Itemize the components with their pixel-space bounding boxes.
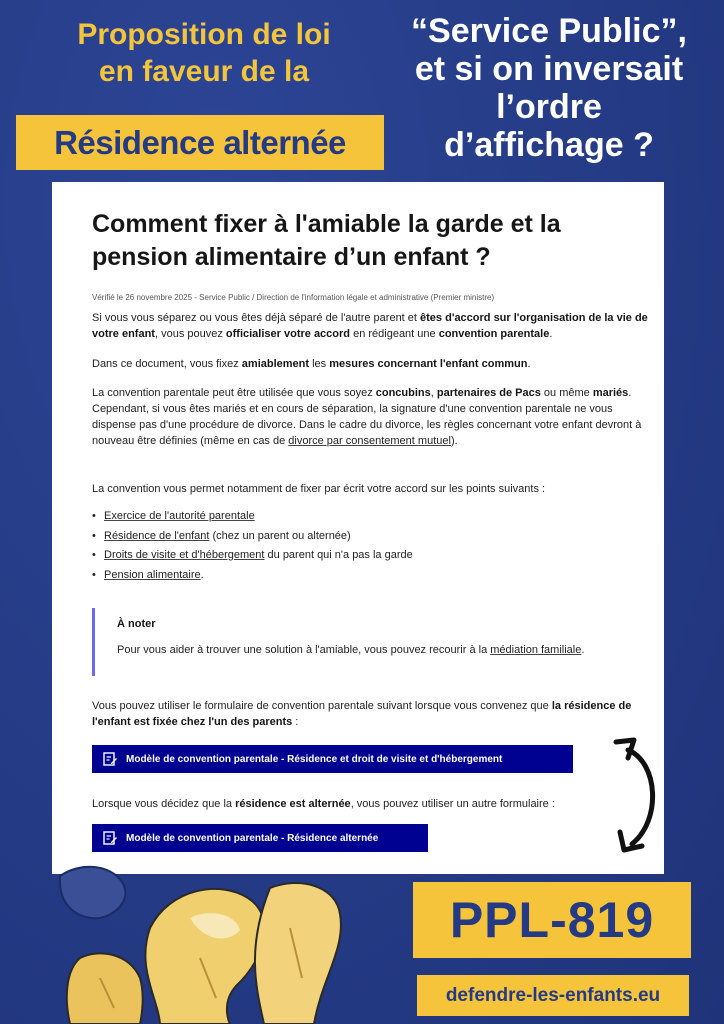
question-line-4: d’affichage ? (444, 126, 654, 164)
kicker-line-2: en faveur de la (98, 55, 310, 88)
question-line-3: l’ordre (496, 88, 602, 126)
list-item: • Pension alimentaire. (92, 566, 632, 586)
item-link[interactable]: Exercice de l'autorité parentale (104, 510, 255, 522)
download-form-residence-button[interactable] (92, 745, 573, 773)
list-item: • Résidence de l'enfant (chez un parent ou alternée) (92, 527, 632, 547)
mediation-link[interactable]: médiation familiale (490, 644, 582, 656)
download-button-label: Modèle de convention parentale - Résidence et droit de visite et d'hébergement (126, 753, 503, 765)
list-item (92, 507, 632, 527)
note-callout (92, 608, 643, 676)
note-text: Pour vous aider à trouver une solution à l'amiable, vous pouvez recourir à la médiation familiale. (117, 644, 585, 656)
ppl-badge: PPL-819 (413, 882, 691, 958)
item-link[interactable]: Droits de visite et d'hébergement (104, 549, 265, 561)
article-meta: Vérifié le 26 novembre 2025 - Service Public / Direction de l'information légale et administrative (Premier ministre) (92, 293, 495, 302)
points-list (92, 507, 632, 585)
highlight-label: Résidence alternée (16, 115, 384, 170)
divorce-link[interactable]: divorce par consentement mutuel (288, 435, 451, 447)
list-item: • Droits de visite et d'hébergement du parent qui n'a pas la garde (92, 546, 632, 566)
website-label: defendre-les-enfants.eu (417, 975, 689, 1016)
paragraph-form-2: Lorsque vous décidez que la résidence est alternée, vous pouvez utiliser un autre formulaire : (92, 798, 555, 810)
article-card (52, 182, 664, 874)
kicker-line-1: Proposition de loi (77, 18, 331, 51)
question-line-2: et si on inversait (414, 50, 684, 88)
item-link[interactable]: Pension alimentaire (104, 568, 201, 581)
poster-kicker (24, 16, 384, 90)
article-title: Comment fixer à l'amiable la garde et la pension alimentaire d’un enfant ? (92, 210, 561, 271)
raised-hands-illustration (40, 858, 370, 1024)
download-button-label: Modèle de convention parentale - Résidence alternée (126, 832, 379, 844)
poster-question (384, 12, 714, 164)
paragraph-amiable: Dans ce document, vous fixez amiablement les mesures concernant l'enfant commun. (92, 358, 531, 370)
paragraph-usage: La convention parentale peut être utilisée que vous soyez concubins, partenaires de Pacs ou même mariés. Cependant, si vous êtes mariés et en cours de séparation, la signature d'une convention parentale ne vous dispense pas d'une procédure de divorce. Dans le cadre du divorce, les règles concernant votre enfant devront à nouveau être définies (même en cas de divorce par consentement mutuel). (92, 387, 642, 447)
question-line-1: “Service Public”, (411, 12, 687, 50)
swap-arrow-icon (606, 736, 666, 858)
edit-document-icon (102, 830, 118, 846)
download-form-alternee-button[interactable] (92, 824, 428, 852)
edit-document-icon (102, 751, 118, 767)
paragraph-intro: Si vous vous séparez ou vous êtes déjà séparé de l'autre parent et êtes d'accord sur l'organisation de la vie de votre enfant, vous pouvez officialiser votre accord en rédigeant une convention parentale. (92, 312, 648, 340)
paragraph-points: La convention vous permet notamment de fixer par écrit votre accord sur les points suivants : (92, 483, 546, 495)
note-title: À noter (117, 618, 156, 630)
paragraph-form-1: Vous pouvez utiliser le formulaire de convention parentale suivant lorsque vous convenez que la résidence de l'enfant est fixée chez l'un des parents : (92, 700, 632, 728)
item-link[interactable]: Résidence de l'enfant (104, 529, 210, 542)
